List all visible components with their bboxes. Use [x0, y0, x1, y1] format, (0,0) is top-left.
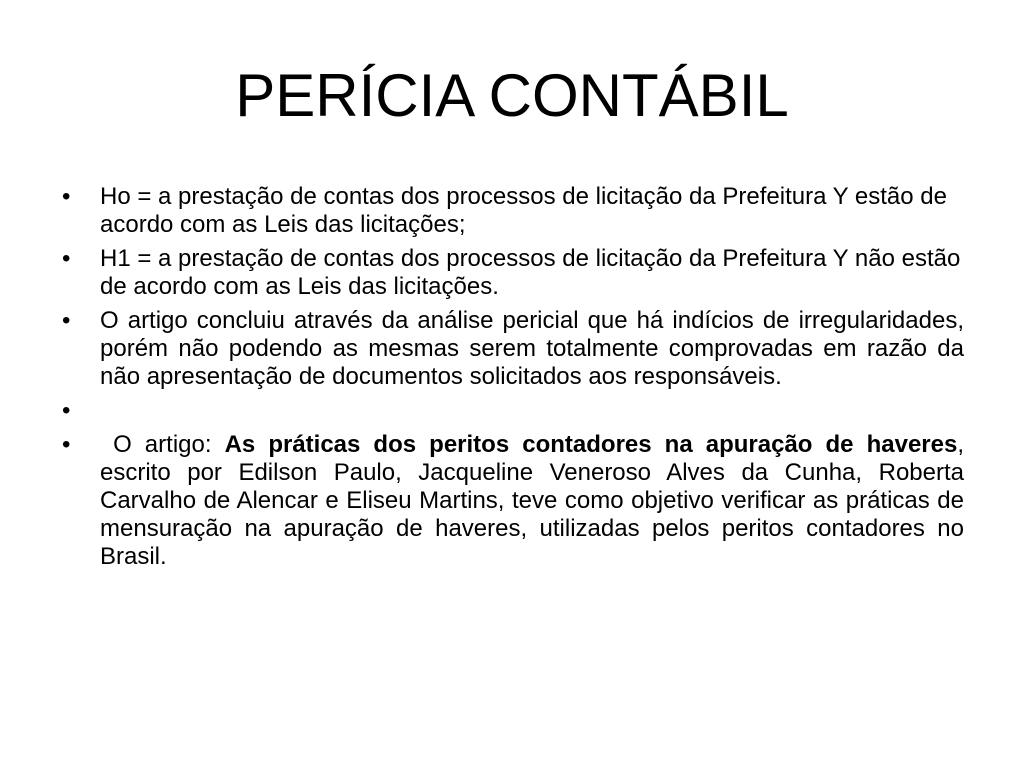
- bullet-marker: •: [62, 431, 71, 458]
- article-description: , escrito por Edilson Paulo, Jacqueline Veneroso Alves da Cunha, Roberta Carvalho de Alencar e Eliseu Martins, teve como objetivo verificar as práticas de mensuração na apuração de haveres, utilizadas pelos peritos contadores no Brasil.: [100, 431, 964, 570]
- article-title: As práticas dos peritos contadores na apuração de haveres: [224, 431, 958, 458]
- bullet-marker: •: [62, 245, 71, 272]
- slide-title: PERÍCIA CONTÁBIL: [235, 62, 789, 129]
- bullet-item-conclusion: [62, 307, 964, 391]
- bullet-text-h1: H1 = a prestação de contas dos processos de licitação da Prefeitura Y não estão de acordo com as Leis das licitações.: [100, 245, 961, 300]
- bullet-marker: •: [62, 397, 71, 424]
- bullet-item-empty: [62, 397, 964, 425]
- bullet-text-ho: Ho = a prestação de contas dos processos de licitação da Prefeitura Y estão de acordo com as Leis das licitações;: [100, 183, 947, 238]
- bullet-list: [62, 183, 964, 577]
- bullet-item-ho: [62, 183, 964, 239]
- bullet-item-h1: [62, 245, 964, 301]
- bullet-marker: •: [62, 183, 71, 210]
- article-prefix: O artigo:: [100, 431, 225, 458]
- bullet-item-article: [62, 431, 964, 571]
- bullet-text-conclusion: O artigo concluiu através da análise pericial que há indícios de irregularidades, porém não podendo as mesmas serem totalmente comprovadas em razão da não apresentação de documentos solicitados aos responsáveis.: [100, 307, 964, 390]
- bullet-marker: •: [62, 307, 71, 334]
